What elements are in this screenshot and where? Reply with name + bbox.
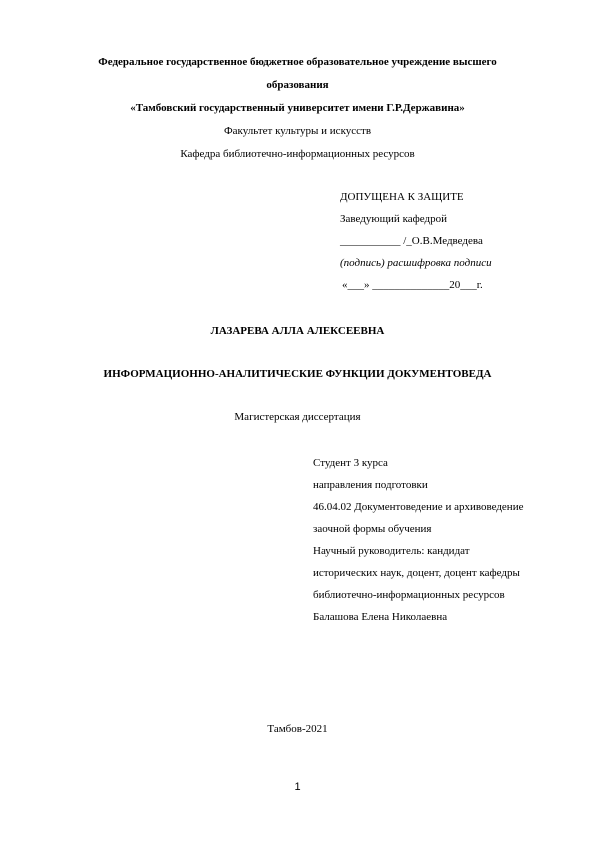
student-info-line: направления подготовки xyxy=(313,479,428,491)
student-info-line: Научный руководитель: кандидат xyxy=(313,545,470,557)
student-info-line: Студент 3 курса xyxy=(313,457,388,469)
student-info-line: библиотечно-информационных ресурсов xyxy=(313,589,505,601)
institution-line-2: образования xyxy=(266,79,329,91)
student-info-line: 46.04.02 Документоведение и архивоведение xyxy=(313,501,524,513)
approval-signature-line: ___________ /_О.В.Медведева xyxy=(340,235,483,247)
approval-signature-caption: (подпись) расшифровка подписи xyxy=(340,257,492,269)
student-info-line: заочной формы обучения xyxy=(313,523,432,535)
place-year: Тамбов-2021 xyxy=(267,723,328,735)
student-info-line: Балашова Елена Николаевна xyxy=(313,611,448,623)
approval-date-line: «___» ______________20___г. xyxy=(342,279,483,291)
institution-line-1: Федеральное государственное бюджетное образовательное учреждение высшего xyxy=(98,56,497,68)
approval-head: Заведующий кафедрой xyxy=(340,213,447,225)
thesis-title: ИНФОРМАЦИОННО-АНАЛИТИЧЕСКИЕ ФУНКЦИИ ДОКУМЕНТОВЕДА xyxy=(103,368,492,380)
university-name: «Тамбовский государственный университет имени Г.Р.Державина» xyxy=(130,102,465,114)
work-type: Магистерская диссертация xyxy=(234,411,361,423)
department-name: Кафедра библиотечно-информационных ресурсов xyxy=(180,148,415,160)
page-number: 1 xyxy=(294,781,301,793)
author-name: ЛАЗАРЕВА АЛЛА АЛЕКСЕЕВНА xyxy=(210,325,385,337)
faculty-name: Факультет культуры и искусств xyxy=(223,125,372,137)
approval-title: ДОПУЩЕНА К ЗАЩИТЕ xyxy=(340,191,464,203)
student-info-line: исторических наук, доцент, доцент кафедры xyxy=(313,567,520,579)
